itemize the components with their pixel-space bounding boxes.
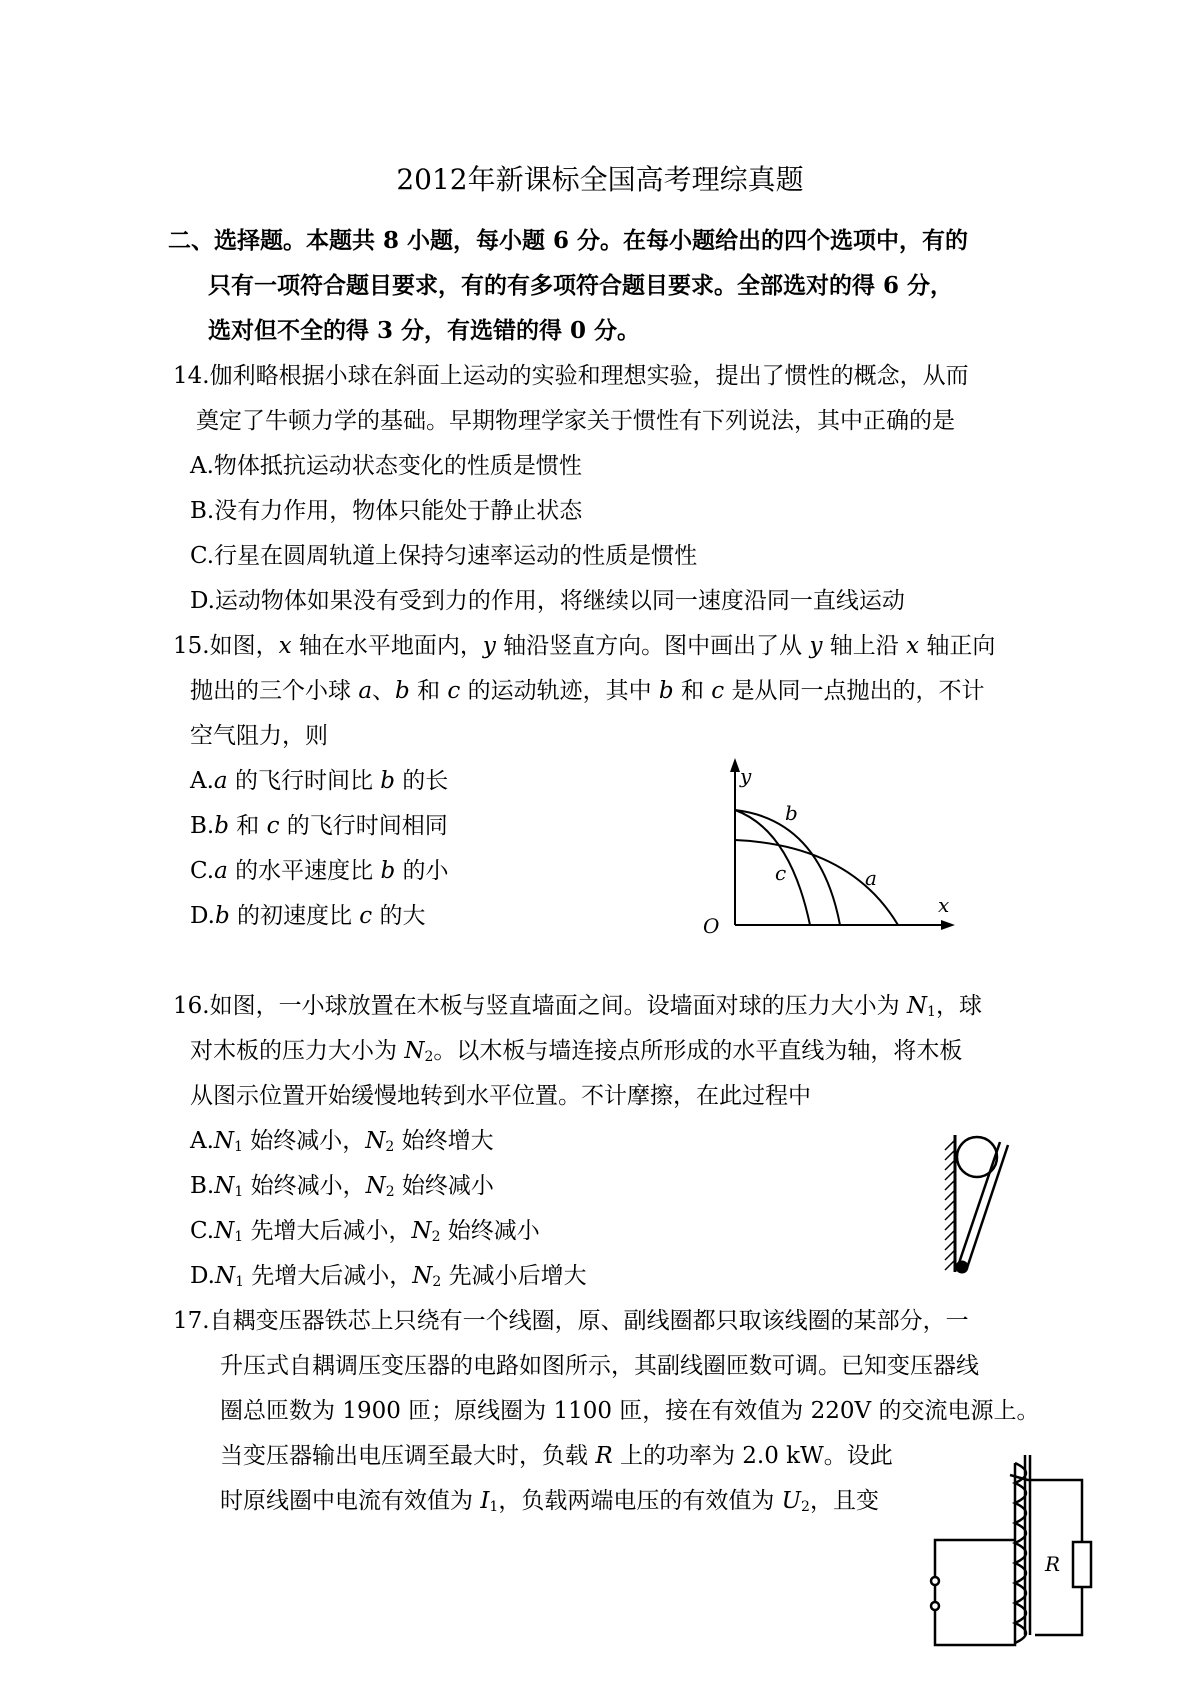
resistor <box>1073 1542 1091 1587</box>
page-title: 2012年新课标全国高考理综真题 <box>396 163 804 196</box>
resistor-label: R <box>1045 1552 1061 1576</box>
q16-stem-line-2: 对木板的压力大小为 $N_2$。以木板与墙连接点所形成的水平直线为轴，将木板 <box>190 1038 963 1065</box>
q15-option-d: D.b 的初速度比 c 的大 <box>190 903 426 929</box>
q14-option-a: A.物体抵抗运动状态变化的性质是惯性 <box>190 453 582 479</box>
x-axis-label: x <box>938 893 950 917</box>
q16-option-d: $D.N_1$ 先增大后减小，$N_2$ 先减小后增大 <box>190 1263 587 1290</box>
q14-stem-line-2: 奠定了牛顿力学的基础。早期物理学家关于惯性有下列说法，其中正确的是 <box>196 408 955 434</box>
q16-option-c: $C.N_1$ 先增大后减小，$N_2$ 始终减小 <box>190 1218 540 1245</box>
q14-option-b: B.没有力作用，物体只能处于静止状态 <box>190 498 583 524</box>
q17-stem-line-4: 当变压器输出电压调至最大时，负载 R 上的功率为 2.0 kW。设此 <box>220 1443 893 1469</box>
q16-stem-line-1: 16.如图，一小球放置在木板与竖直墙面之间。设墙面对球的压力大小为 $N_1$，球 <box>173 993 982 1020</box>
q15-option-b: B.b 和 c 的飞行时间相同 <box>190 813 448 839</box>
q14-option-c: C.行星在圆周轨道上保持匀速率运动的性质是惯性 <box>190 543 698 569</box>
source-terminal-top <box>931 1577 939 1585</box>
curve-label-a: a <box>865 866 877 890</box>
output-wire-bottom <box>1035 1587 1082 1635</box>
q15-option-c: C.a 的水平速度比 b 的小 <box>190 858 449 884</box>
q17-stem-line-3: 圈总匝数为 1900 匝；原线圈为 1100 匝，接在有效值为 220V 的交流电源上。 <box>220 1398 1040 1424</box>
q17-stem-line-1: 17.自耦变压器铁芯上只绕有一个线圈，原、副线圈都只取该线圈的某部分，一 <box>173 1308 969 1334</box>
q17-stem-line-5: 时原线圈中电流有效值为 $I_1$，负载两端电压的有效值为 $U_2$，且变 <box>220 1488 879 1515</box>
q14-stem-line-1: 14.伽利略根据小球在斜面上运动的实验和理想实验，提出了惯性的概念，从而 <box>173 363 969 389</box>
section-heading-line-3: 选对但不全的得 3 分，有选错的得 0 分。 <box>208 317 641 344</box>
curve-label-c: c <box>775 861 787 885</box>
q16-option-a: $A.N_1$ 始终减小，$N_2$ 始终增大 <box>190 1128 494 1155</box>
q15-stem-line-3: 空气阻力，则 <box>190 723 328 749</box>
primary-wire <box>935 1463 1015 1645</box>
section-heading-line-1: 二、选择题。本题共 8 小题，每小题 6 分。在每小题给出的四个选项中，有的 <box>168 227 969 254</box>
q17-stem-line-2: 升压式自耦调压变压器的电路如图所示，其副线圈匝数可调。已知变压器线 <box>220 1353 979 1379</box>
q15-option-a: A.a 的飞行时间比 b 的长 <box>190 768 449 794</box>
q14-option-d: D.运动物体如果没有受到力的作用，将继续以同一速度沿同一直线运动 <box>190 588 905 614</box>
q15-stem-line-2: 抛出的三个小球 a、b 和 c 的运动轨迹，其中 b 和 c 是从同一点抛出的，不计 <box>190 678 985 704</box>
q15-stem-line-1: 15.如图，x 轴在水平地面内，y 轴沿竖直方向。图中画出了从 y 轴上沿 x 轴正向 <box>173 633 996 659</box>
section-heading-line-2: 只有一项符合题目要求，有的有多项符合题目要求。全部选对的得 6 分， <box>208 272 954 299</box>
origin-label: O <box>703 914 720 938</box>
source-terminal-bottom <box>931 1602 939 1610</box>
y-axis-label: y <box>740 764 752 788</box>
q16-option-b: $B.N_1$ 始终减小，$N_2$ 始终减小 <box>190 1173 494 1200</box>
curve-label-b: b <box>785 801 798 825</box>
q16-stem-line-3: 从图示位置开始缓慢地转到水平位置。不计摩擦，在此过程中 <box>190 1083 811 1109</box>
